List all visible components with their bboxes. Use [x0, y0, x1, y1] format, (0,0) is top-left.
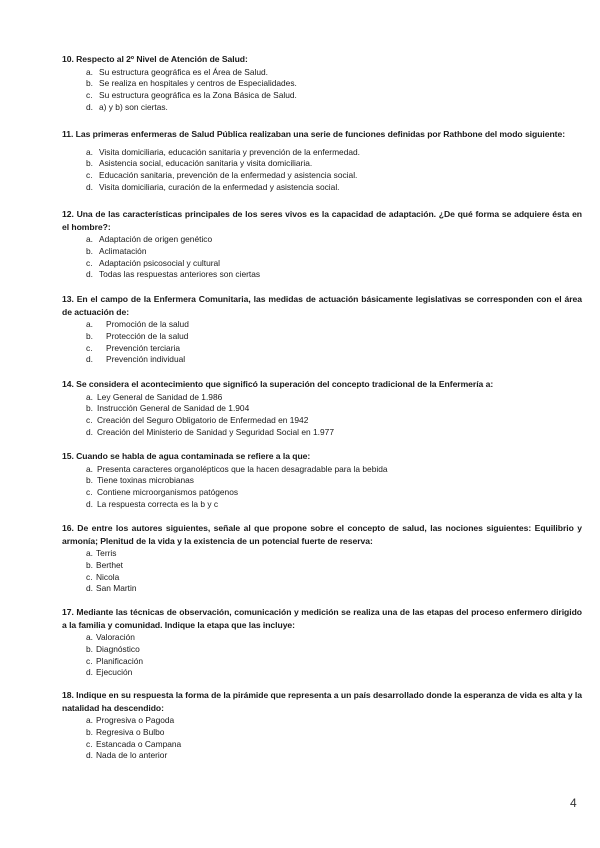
option-item [62, 246, 582, 258]
option-list [62, 147, 582, 194]
option-list [62, 67, 582, 114]
option-letter: c. [86, 571, 93, 582]
question-13 [62, 293, 582, 366]
option-letter: a. [86, 715, 93, 725]
option-letter: b. [86, 559, 93, 570]
option-text: Asistencia social, educación sanitaria y visita domiciliaria. [99, 158, 313, 169]
option-item [62, 78, 582, 90]
question-title: 14. Se considera el acontecimiento que significó la superación del concepto tradicional de la Enfermería a: [62, 379, 494, 389]
question-16 [62, 522, 582, 595]
question-title: 12. Una de las características principales de los seres vivos es la capacidad de adaptación. ¿De qué forma se adquiere ésta en el hombre?: [62, 209, 582, 232]
option-text: Diagnóstico [96, 643, 140, 654]
option-letter: c. [86, 738, 93, 749]
option-text: Ejecución [96, 667, 133, 678]
option-item [62, 572, 582, 584]
option-letter: b. [86, 643, 93, 654]
option-item [62, 147, 582, 159]
option-text: Valoración [96, 632, 135, 642]
option-letter: d. [86, 269, 93, 280]
option-text: Adaptación de origen genético [99, 234, 213, 244]
option-text: Promoción de la salud [106, 319, 189, 329]
option-text: Su estructura geográfica es el Área de Salud. [99, 66, 268, 77]
option-text: Terris [96, 548, 117, 558]
option-text: Regresiva o Bulbo [96, 726, 165, 737]
option-letter: b. [86, 158, 93, 169]
option-letter: a. [86, 66, 93, 77]
option-item [62, 258, 582, 270]
option-item [62, 475, 582, 487]
option-letter: d. [86, 750, 93, 761]
option-text: Nada de lo anterior [96, 750, 168, 761]
option-item [62, 319, 582, 331]
option-text: Protección de la salud [106, 330, 189, 341]
option-letter: c. [86, 415, 93, 426]
option-letter: b. [86, 475, 93, 486]
option-text: Educación sanitaria, prevención de la enfermedad y asistencia social. [99, 170, 358, 181]
option-letter: c. [86, 257, 93, 268]
option-letter: a. [86, 548, 93, 558]
option-item [62, 67, 582, 79]
option-text: Visita domiciliaria, educación sanitaria y prevención de la enfermedad. [99, 146, 361, 157]
question-title: 16. De entre los autores siguientes, señale al que propone sobre el concepto de salud, las nociones siguientes: Equilibrio y armonía; Plenitud de la vida y la existencia de un potencial fuerte de reserva: [62, 523, 582, 546]
option-letter: c. [86, 487, 93, 498]
option-text: Nicola [96, 571, 120, 582]
question-11 [62, 128, 582, 194]
option-item [62, 269, 582, 281]
option-item [62, 102, 582, 114]
option-item [62, 656, 582, 668]
option-letter: b. [86, 78, 93, 89]
option-text: Estancada o Campana [96, 738, 182, 749]
option-letter: c. [86, 655, 93, 666]
option-text: Aclimatación [99, 245, 147, 256]
option-text: Creación del Ministerio de Sanidad y Seguridad Social en 1.977 [97, 426, 334, 437]
option-item [62, 392, 582, 404]
option-item [62, 403, 582, 415]
option-item [62, 354, 582, 366]
option-item [62, 667, 582, 679]
option-text: Se realiza en hospitales y centros de Especialidades. [99, 78, 297, 89]
option-item [62, 632, 582, 644]
option-text: Instrucción General de Sanidad de 1.904 [97, 403, 250, 414]
option-item [62, 234, 582, 246]
option-item [62, 464, 582, 476]
option-item [62, 499, 582, 511]
question-17 [62, 606, 582, 679]
option-text: Su estructura geográfica es la Zona Básica de Salud. [99, 90, 297, 101]
option-item [62, 331, 582, 343]
option-item [62, 644, 582, 656]
option-item [62, 583, 582, 595]
option-text: Todas las respuestas anteriores son ciertas [99, 269, 261, 280]
option-item [62, 560, 582, 572]
question-18 [62, 689, 582, 762]
option-text: Planificación [96, 655, 144, 666]
option-letter: c. [86, 90, 93, 101]
option-item [62, 727, 582, 739]
question-title: 11. Las primeras enfermeras de Salud Pública realizaban una serie de funciones definidas por Rathbone del modo siguiente: [62, 129, 566, 139]
option-text: Prevención individual [106, 354, 186, 365]
option-item [62, 487, 582, 499]
option-text: Ley General de Sanidad de 1.986 [97, 391, 223, 402]
question-14 [62, 378, 582, 439]
option-letter: a. [86, 234, 93, 244]
option-letter: a. [86, 319, 93, 329]
option-text: Progresiva o Pagoda [96, 715, 175, 725]
option-letter: d. [86, 181, 93, 192]
option-text: La respuesta correcta es la b y c [97, 498, 219, 509]
option-letter: d. [86, 354, 93, 365]
option-item [62, 90, 582, 102]
option-item [62, 750, 582, 762]
option-item [62, 170, 582, 182]
option-list [62, 392, 582, 439]
option-item [62, 415, 582, 427]
question-title: 10. Respecto al 2º Nivel de Atención de Salud: [62, 54, 248, 64]
option-list [62, 632, 582, 679]
option-letter: d. [86, 101, 93, 112]
option-letter: c. [86, 170, 93, 181]
option-item [62, 427, 582, 439]
question-title: 15. Cuando se habla de agua contaminada se refiere a la que: [62, 451, 311, 461]
option-letter: d. [86, 498, 93, 509]
option-item [62, 548, 582, 560]
option-item [62, 343, 582, 355]
option-letter: a. [86, 391, 93, 402]
option-letter: b. [86, 403, 93, 414]
option-letter: d. [86, 426, 93, 437]
option-list [62, 234, 582, 281]
option-letter: b. [86, 245, 93, 256]
option-letter: a. [86, 146, 93, 157]
option-letter: c. [86, 342, 93, 353]
option-list [62, 319, 582, 366]
option-text: Prevención terciaria [106, 342, 181, 353]
option-text: Presenta caracteres organolépticos que la hacen desagradable para la bebida [97, 463, 388, 474]
option-text: a) y b) son ciertas. [99, 101, 168, 112]
option-letter: d. [86, 667, 93, 678]
option-text: Contiene microorganismos patógenos [97, 487, 239, 498]
option-text: Berthet [96, 559, 124, 570]
question-12 [62, 208, 582, 281]
option-letter: a. [86, 632, 93, 642]
option-text: Creación del Seguro Obligatorio de Enfermedad en 1942 [97, 415, 309, 426]
question-title: 17. Mediante las técnicas de observación, comunicación y medición se realiza una de las etapas del proceso enfermero dirigido a la familia y comunidad. Indique la etapa que las incluye: [62, 607, 582, 630]
question-title: 18. Indique en su respuesta la forma de la pirámide que representa a un país desarrollado donde la esperanza de vida es alta y la natalidad ha descendido: [62, 690, 582, 713]
option-text: Tiene toxinas microbianas [97, 475, 194, 486]
page-number: 4 [570, 796, 577, 810]
option-letter: b. [86, 330, 93, 341]
option-text: Visita domiciliaria, curación de la enfermedad y asistencia social. [99, 181, 340, 192]
option-letter: a. [86, 463, 93, 474]
option-letter: b. [86, 726, 93, 737]
option-letter: d. [86, 583, 93, 594]
option-text: San Martin [96, 583, 137, 594]
option-item [62, 182, 582, 194]
option-text: Adaptación psicosocial y cultural [99, 257, 221, 268]
question-15 [62, 450, 582, 511]
question-10 [62, 53, 582, 114]
option-list [62, 715, 582, 762]
option-item [62, 158, 582, 170]
option-list [62, 464, 582, 511]
option-item [62, 715, 582, 727]
question-title: 13. En el campo de la Enfermera Comunitaria, las medidas de actuación básicamente legislativas se corresponden con el área de actuación de: [62, 294, 582, 317]
option-list [62, 548, 582, 595]
option-item [62, 739, 582, 751]
